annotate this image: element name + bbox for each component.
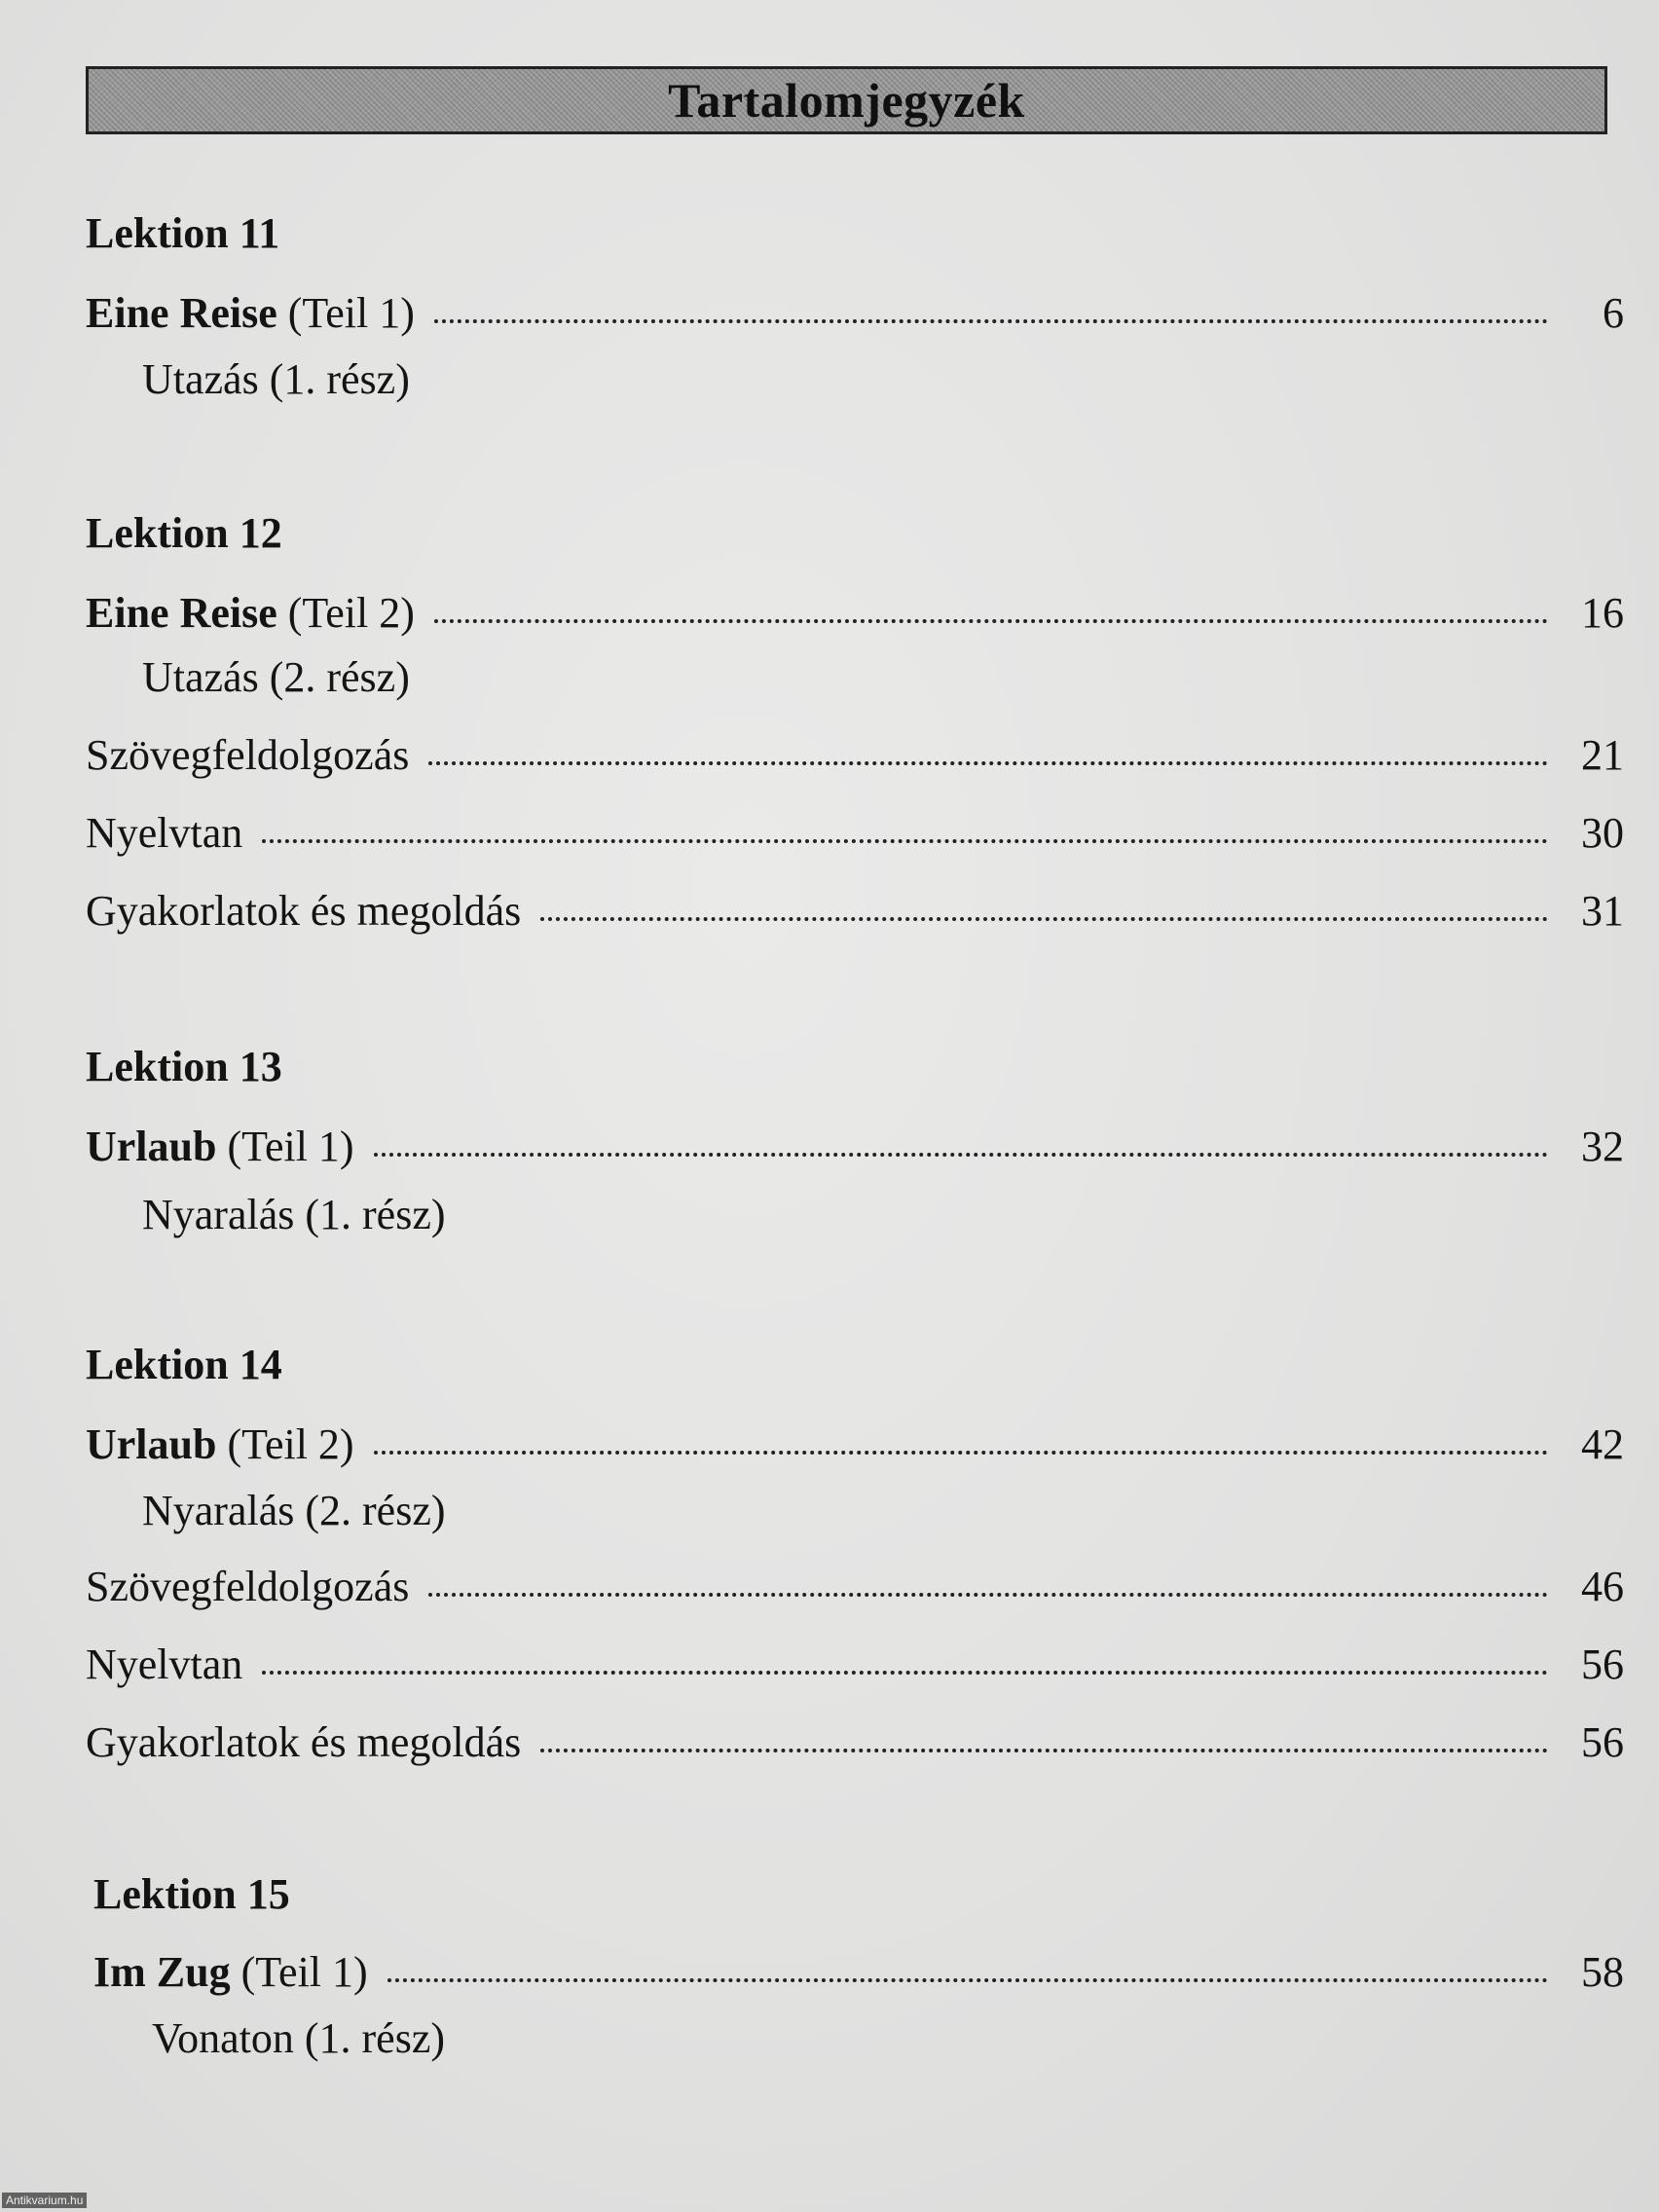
page-number: 46	[1581, 1563, 1624, 1610]
dot-leader	[540, 917, 1548, 921]
page-number: 31	[1581, 887, 1624, 935]
entry-subtitle: Nyaralás (2. rész)	[142, 1487, 446, 1534]
dot-leader	[262, 1671, 1548, 1675]
entry-label: Urlaub (Teil 2)	[86, 1420, 354, 1468]
entry-label: Eine Reise (Teil 1)	[86, 289, 415, 337]
entry-subtitle: Utazás (1. rész)	[142, 355, 410, 403]
dot-leader	[434, 319, 1548, 323]
watermark: Antikvarium.hu	[2, 2193, 87, 2208]
lektion-heading: Lektion 15	[93, 1870, 290, 1918]
dot-leader	[262, 839, 1548, 843]
dot-leader	[428, 1593, 1548, 1597]
page-number: 56	[1581, 1641, 1624, 1688]
entry-label: Nyelvtan	[86, 809, 243, 857]
page-number: 30	[1581, 809, 1624, 857]
toc-entry[interactable]	[86, 1717, 1624, 1772]
dot-leader	[434, 619, 1548, 623]
title-banner	[86, 66, 1607, 134]
lektion-heading: Lektion 13	[86, 1043, 282, 1090]
toc-entry[interactable]	[86, 1419, 1624, 1474]
entry-label: Im Zug (Teil 1)	[93, 1948, 368, 1996]
dot-leader	[374, 1451, 1548, 1455]
entry-label: Gyakorlatok és megoldás	[86, 1718, 522, 1766]
entry-subtitle: Nyaralás (1. rész)	[142, 1191, 446, 1238]
entry-label: Urlaub (Teil 1)	[86, 1123, 354, 1170]
page-number: 42	[1581, 1420, 1624, 1468]
page-number: 6	[1603, 289, 1624, 337]
entry-label: Gyakorlatok és megoldás	[86, 887, 522, 935]
toc-entry[interactable]	[86, 1562, 1624, 1616]
page-number: 21	[1581, 731, 1624, 779]
dot-leader	[387, 1978, 1548, 1982]
toc-entry[interactable]	[86, 288, 1624, 343]
page-number: 56	[1581, 1718, 1624, 1766]
lektion-heading: Lektion 11	[86, 209, 280, 257]
entry-label: Szövegfeldolgozás	[86, 1563, 410, 1610]
lektion-heading: Lektion 12	[86, 509, 282, 557]
toc-entry[interactable]	[86, 1640, 1624, 1694]
toc-entry[interactable]	[86, 1122, 1624, 1176]
entry-subtitle: Utazás (2. rész)	[142, 653, 410, 701]
entry-label: Szövegfeldolgozás	[86, 731, 410, 779]
lektion-heading: Lektion 14	[86, 1341, 282, 1388]
entry-subtitle: Vonaton (1. rész)	[152, 2014, 445, 2062]
toc-entry[interactable]	[86, 730, 1624, 785]
page-number: 58	[1581, 1948, 1624, 1996]
toc-entry[interactable]	[93, 1947, 1624, 2002]
dot-leader	[374, 1153, 1548, 1157]
dot-leader	[428, 761, 1548, 765]
toc-entry[interactable]	[86, 886, 1624, 940]
entry-label: Nyelvtan	[86, 1641, 243, 1688]
page-number: 16	[1581, 589, 1624, 637]
toc-entry[interactable]	[86, 588, 1624, 643]
toc-entry[interactable]	[86, 808, 1624, 863]
dot-leader	[540, 1749, 1548, 1752]
page-number: 32	[1581, 1123, 1624, 1170]
entry-label: Eine Reise (Teil 2)	[86, 589, 415, 637]
page-title: Tartalomjegyzék	[668, 73, 1025, 128]
